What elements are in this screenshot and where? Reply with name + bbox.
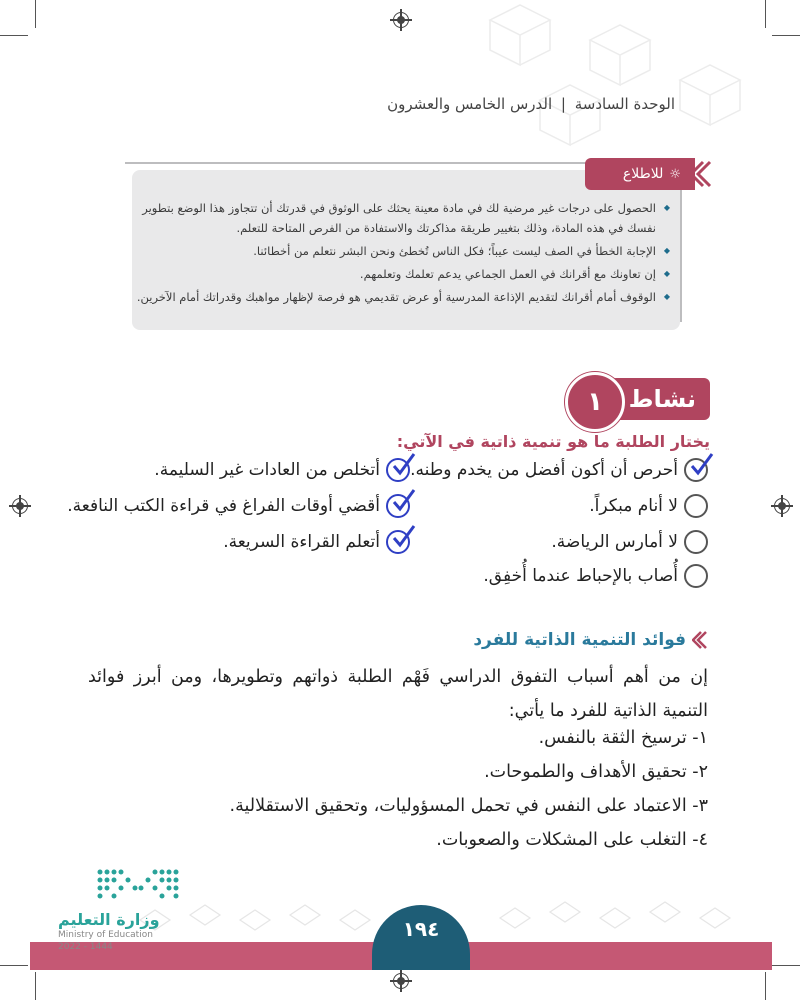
lesson-title: الدرس الخامس والعشرون	[387, 95, 553, 113]
option-text: أقضي أوقات الفراغ في قراءة الكتب النافعة.	[67, 496, 380, 516]
registration-mark-icon	[774, 498, 790, 514]
info-tag	[585, 158, 695, 190]
info-list	[130, 198, 670, 310]
lightbulb-icon: ☼	[669, 166, 681, 182]
crop-mark	[0, 35, 28, 36]
ministry-logo-icon	[95, 866, 185, 900]
section-title	[473, 630, 708, 650]
info-tag-label: للاطلاع	[622, 166, 664, 182]
chevron-left-icon	[692, 630, 708, 650]
option-text: أتخلص من العادات غير السليمة.	[154, 460, 380, 480]
option-circle[interactable]	[684, 530, 708, 554]
option-text: أُصاب بالإحباط عندما أُخفِق.	[483, 566, 678, 586]
ministry-name-ar: وزارة التعليم	[58, 910, 160, 929]
activity-question: يختار الطلبة ما هو تنمية ذاتية في الآتي:	[396, 432, 710, 451]
ministry-name-en: Ministry of Education	[58, 930, 153, 940]
benefit-point: ١- ترسيخ الثقة بالنفس.	[538, 728, 708, 748]
option-item[interactable]	[223, 530, 410, 554]
option-item[interactable]	[410, 458, 708, 482]
option-item[interactable]	[154, 458, 410, 482]
crop-mark	[0, 965, 28, 966]
page-number: ١٩٤	[372, 905, 470, 970]
option-text: أتعلم القراءة السريعة.	[223, 532, 380, 552]
header-separator: |	[560, 95, 566, 113]
checkmark-icon	[688, 452, 714, 478]
unit-title: الوحدة السادسة	[574, 95, 675, 113]
benefit-point: ٢- تحقيق الأهداف والطموحات.	[484, 762, 708, 782]
info-item: ◆ الوقوف أمام أقرانك لتقديم الإذاعة المدرسية أو عرض تقديمي هو فرصة لإظهار مواهبك وقدراتك أمام الآخرين.	[130, 287, 670, 307]
crop-mark	[35, 0, 36, 28]
option-text: أحرص أن أكون أفضل من يخدم وطنه.	[410, 460, 678, 480]
registration-mark-icon	[12, 498, 28, 514]
info-item: ◆ إن تعاونك مع أقرانك في العمل الجماعي يدعم تعلمك وتعلمهم.	[130, 264, 670, 284]
benefits-intro: إن من أهم أسباب التفوق الدراسي فَهْم الطلبة ذواتهم وتطويرها، ومن أبرز فوائد التنمية الذاتية للفرد ما يأتي:	[88, 667, 708, 721]
option-item[interactable]	[67, 494, 410, 518]
option-item[interactable]	[551, 530, 708, 554]
checkmark-icon	[390, 452, 416, 478]
checkmark-icon	[390, 524, 416, 550]
option-circle[interactable]	[684, 564, 708, 588]
option-circle[interactable]	[386, 458, 410, 482]
registration-mark-icon	[393, 973, 409, 989]
option-circle[interactable]	[386, 530, 410, 554]
option-item[interactable]	[483, 564, 708, 588]
checkmark-icon	[390, 488, 416, 514]
page-header	[387, 95, 675, 113]
option-circle[interactable]	[684, 494, 708, 518]
activity-label-text: نشاط	[628, 385, 696, 413]
benefit-point: ٤- التغلب على المشكلات والصعوبات.	[436, 830, 708, 850]
ministry-year: 2022 - 1444	[58, 942, 113, 952]
info-item: ◆ الإجابة الخطأ في الصف ليست عيباً؛ فكل الناس تُخطئ ونحن البشر نتعلم من أخطائنا.	[130, 241, 670, 261]
crop-mark	[772, 965, 800, 966]
option-item[interactable]	[589, 494, 708, 518]
option-text: لا أنام مبكراً.	[589, 496, 678, 516]
activity-number: ١	[565, 372, 625, 432]
section-title-text: فوائد التنمية الذاتية للفرد	[473, 630, 686, 650]
info-item: ◆ الحصول على درجات غير مرضية لك في مادة معينة يحثك على الوثوق في قدرتك أن تتجاوز هذا الوضع بتطوير نفسك في هذه المادة، وذلك بتغيير طريقة مذاكرتك والاستفادة من الفرص المتاحة للتعلم.	[130, 198, 670, 238]
option-circle[interactable]	[684, 458, 708, 482]
registration-mark-icon	[393, 12, 409, 28]
chevron-left-icon	[692, 158, 712, 190]
benefit-point: ٣- الاعتماد على النفس في تحمل المسؤوليات، وتحقيق الاستقلالية.	[229, 796, 708, 816]
decorative-cubes-background	[450, 0, 780, 180]
option-circle[interactable]	[386, 494, 410, 518]
crop-mark	[35, 972, 36, 1000]
option-text: لا أمارس الرياضة.	[551, 532, 678, 552]
crop-mark	[765, 972, 766, 1000]
